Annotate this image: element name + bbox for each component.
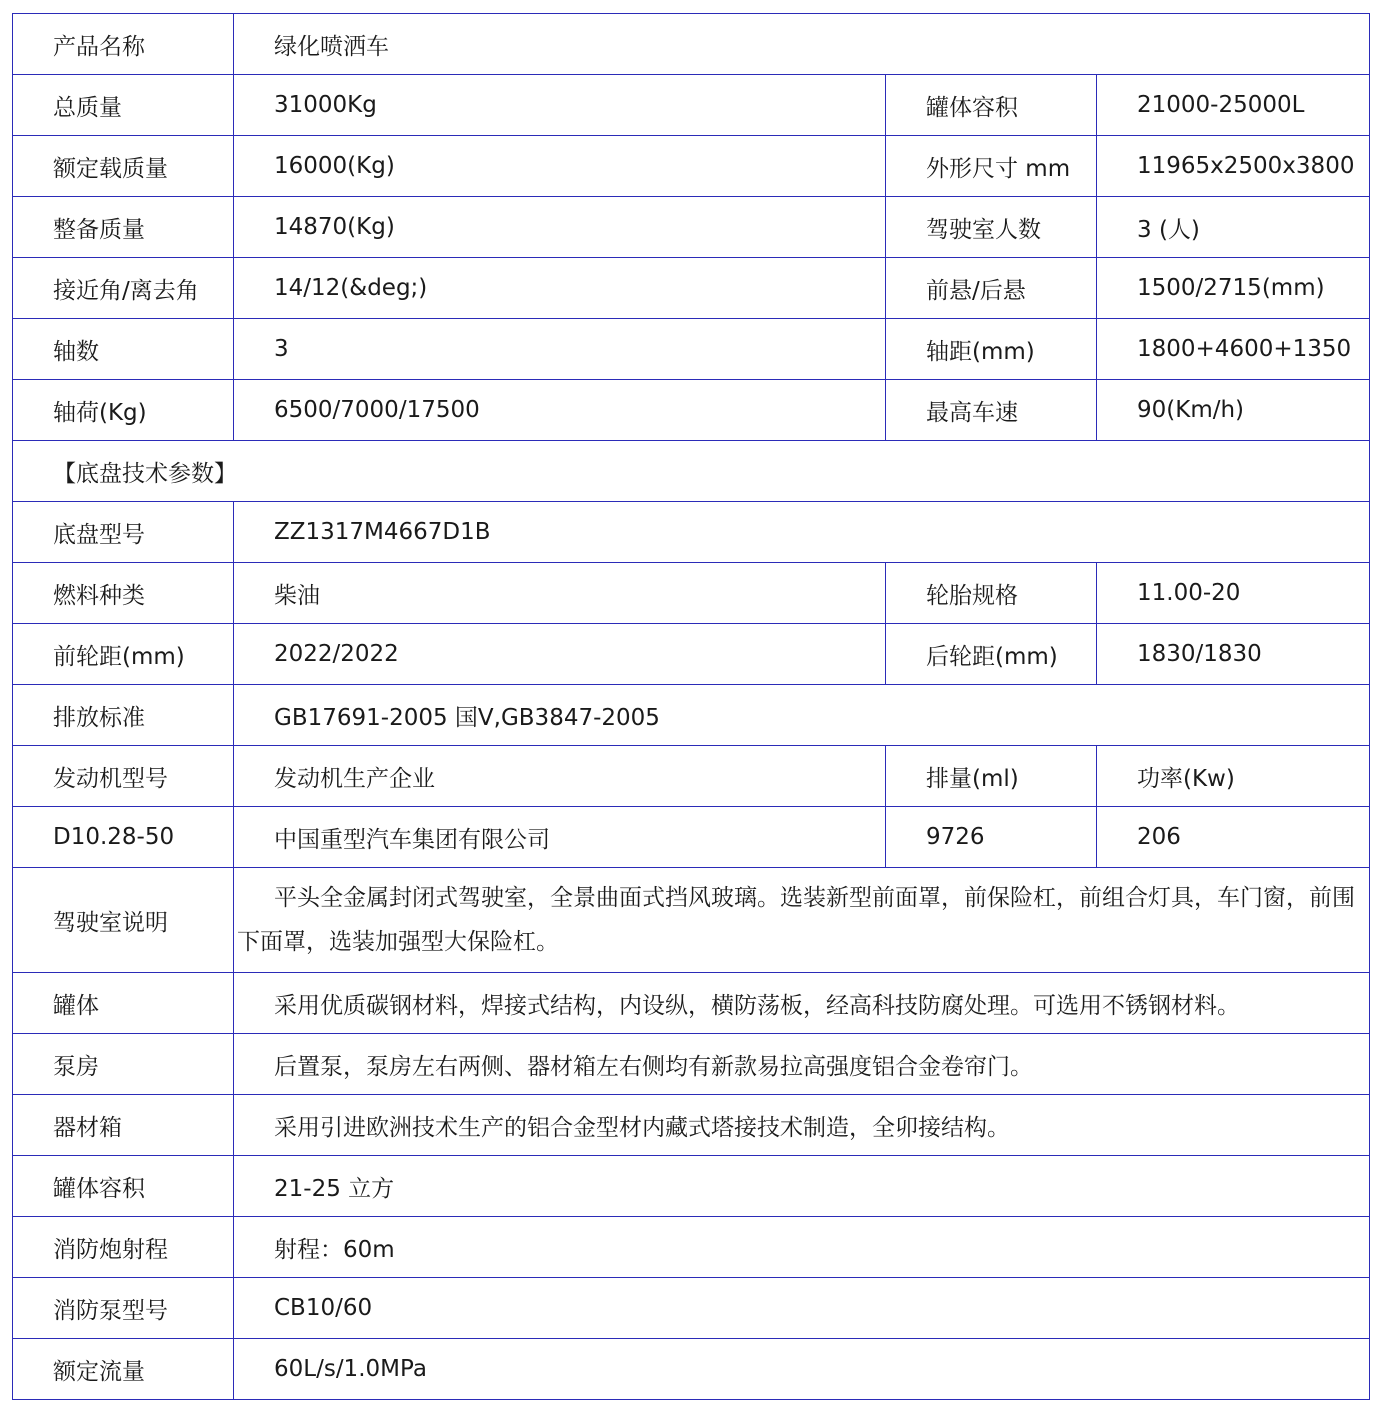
table-row <box>13 502 1370 563</box>
vehicle-spec-table <box>12 13 1370 1400</box>
cab-description: 平头全金属封闭式驾驶室，全景曲面式挡风玻璃。选装新型前面罩，前保险杠，前组合灯具，车门窗，前围下面罩，选装加强型大保险杠。 <box>234 868 1370 973</box>
table-row <box>13 441 1370 502</box>
spec-label: 总质量 <box>13 75 234 136</box>
spec-label: 消防泵型号 <box>13 1278 234 1339</box>
spec-label: 罐体容积 <box>13 1156 234 1217</box>
spec-value: 1800+4600+1350 <box>1097 319 1370 380</box>
spec-value: 3 (人) <box>1097 197 1370 258</box>
spec-label: 罐体 <box>13 973 234 1034</box>
engine-maker-header: 发动机生产企业 <box>234 746 886 807</box>
spec-label: 消防炮射程 <box>13 1217 234 1278</box>
spec-value: 1500/2715(mm) <box>1097 258 1370 319</box>
table-row <box>13 380 1370 441</box>
spec-value: 90(Km/h) <box>1097 380 1370 441</box>
table-row <box>13 685 1370 746</box>
table-row <box>13 1095 1370 1156</box>
chassis-model-value: ZZ1317M4667D1B <box>234 502 1370 563</box>
spec-label: 轮胎规格 <box>886 563 1097 624</box>
table-row <box>13 624 1370 685</box>
product-name-label: 产品名称 <box>13 14 234 75</box>
table-row <box>13 197 1370 258</box>
table-row <box>13 75 1370 136</box>
power-header: 功率(Kw) <box>1097 746 1370 807</box>
spec-value: CB10/60 <box>234 1278 1370 1339</box>
spec-value: 31000Kg <box>234 75 886 136</box>
spec-label: 最高车速 <box>886 380 1097 441</box>
table-row <box>13 973 1370 1034</box>
emission-label: 排放标准 <box>13 685 234 746</box>
engine-model-header: 发动机型号 <box>13 746 234 807</box>
table-row <box>13 319 1370 380</box>
spec-value: 11965x2500x3800 <box>1097 136 1370 197</box>
table-row <box>13 563 1370 624</box>
table-row <box>13 746 1370 807</box>
spec-label: 泵房 <box>13 1034 234 1095</box>
spec-value: 采用引进欧洲技术生产的铝合金型材内藏式塔接技术制造，全卯接结构。 <box>234 1095 1370 1156</box>
spec-label: 驾驶室人数 <box>886 197 1097 258</box>
table-row <box>13 807 1370 868</box>
engine-model-value: D10.28-50 <box>13 807 234 868</box>
spec-label: 整备质量 <box>13 197 234 258</box>
spec-value: 60L/s/1.0MPa <box>234 1339 1370 1400</box>
cab-label: 驾驶室说明 <box>13 868 234 973</box>
spec-value: 3 <box>234 319 886 380</box>
spec-label: 轴距(mm) <box>886 319 1097 380</box>
table-row <box>13 258 1370 319</box>
displacement-header: 排量(ml) <box>886 746 1097 807</box>
chassis-model-label: 底盘型号 <box>13 502 234 563</box>
spec-value: 2022/2022 <box>234 624 886 685</box>
table-row <box>13 1034 1370 1095</box>
table-row <box>13 136 1370 197</box>
table-row <box>13 1278 1370 1339</box>
spec-label: 前悬/后悬 <box>886 258 1097 319</box>
chassis-section-heading: 【底盘技术参数】 <box>13 441 1370 502</box>
spec-label: 外形尺寸 mm <box>886 136 1097 197</box>
spec-label: 额定流量 <box>13 1339 234 1400</box>
spec-value: 采用优质碳钢材料，焊接式结构，内设纵，横防荡板，经高科技防腐处理。可选用不锈钢材料。 <box>234 973 1370 1034</box>
spec-label: 罐体容积 <box>886 75 1097 136</box>
spec-label: 燃料种类 <box>13 563 234 624</box>
spec-value: 14870(Kg) <box>234 197 886 258</box>
table-row <box>13 14 1370 75</box>
spec-value: 6500/7000/17500 <box>234 380 886 441</box>
spec-value: 11.00-20 <box>1097 563 1370 624</box>
table-row <box>13 1156 1370 1217</box>
spec-value: 21-25 立方 <box>234 1156 1370 1217</box>
power-value: 206 <box>1097 807 1370 868</box>
spec-label: 器材箱 <box>13 1095 234 1156</box>
spec-value: 后置泵，泵房左右两侧、器材箱左右侧均有新款易拉高强度铝合金卷帘门。 <box>234 1034 1370 1095</box>
emission-value: GB17691-2005 国V,GB3847-2005 <box>234 685 1370 746</box>
spec-value: 射程：60m <box>234 1217 1370 1278</box>
table-row <box>13 868 1370 973</box>
engine-maker-value: 中国重型汽车集团有限公司 <box>234 807 886 868</box>
table-row <box>13 1217 1370 1278</box>
spec-value: 1830/1830 <box>1097 624 1370 685</box>
spec-value: 16000(Kg) <box>234 136 886 197</box>
product-name-value: 绿化喷洒车 <box>234 14 1370 75</box>
spec-label: 后轮距(mm) <box>886 624 1097 685</box>
table-row <box>13 1339 1370 1400</box>
spec-label: 轴数 <box>13 319 234 380</box>
displacement-value: 9726 <box>886 807 1097 868</box>
spec-label: 前轮距(mm) <box>13 624 234 685</box>
spec-value: 14/12(&deg;) <box>234 258 886 319</box>
spec-label: 轴荷(Kg) <box>13 380 234 441</box>
spec-value: 21000-25000L <box>1097 75 1370 136</box>
spec-value: 柴油 <box>234 563 886 624</box>
spec-label: 额定载质量 <box>13 136 234 197</box>
spec-label: 接近角/离去角 <box>13 258 234 319</box>
